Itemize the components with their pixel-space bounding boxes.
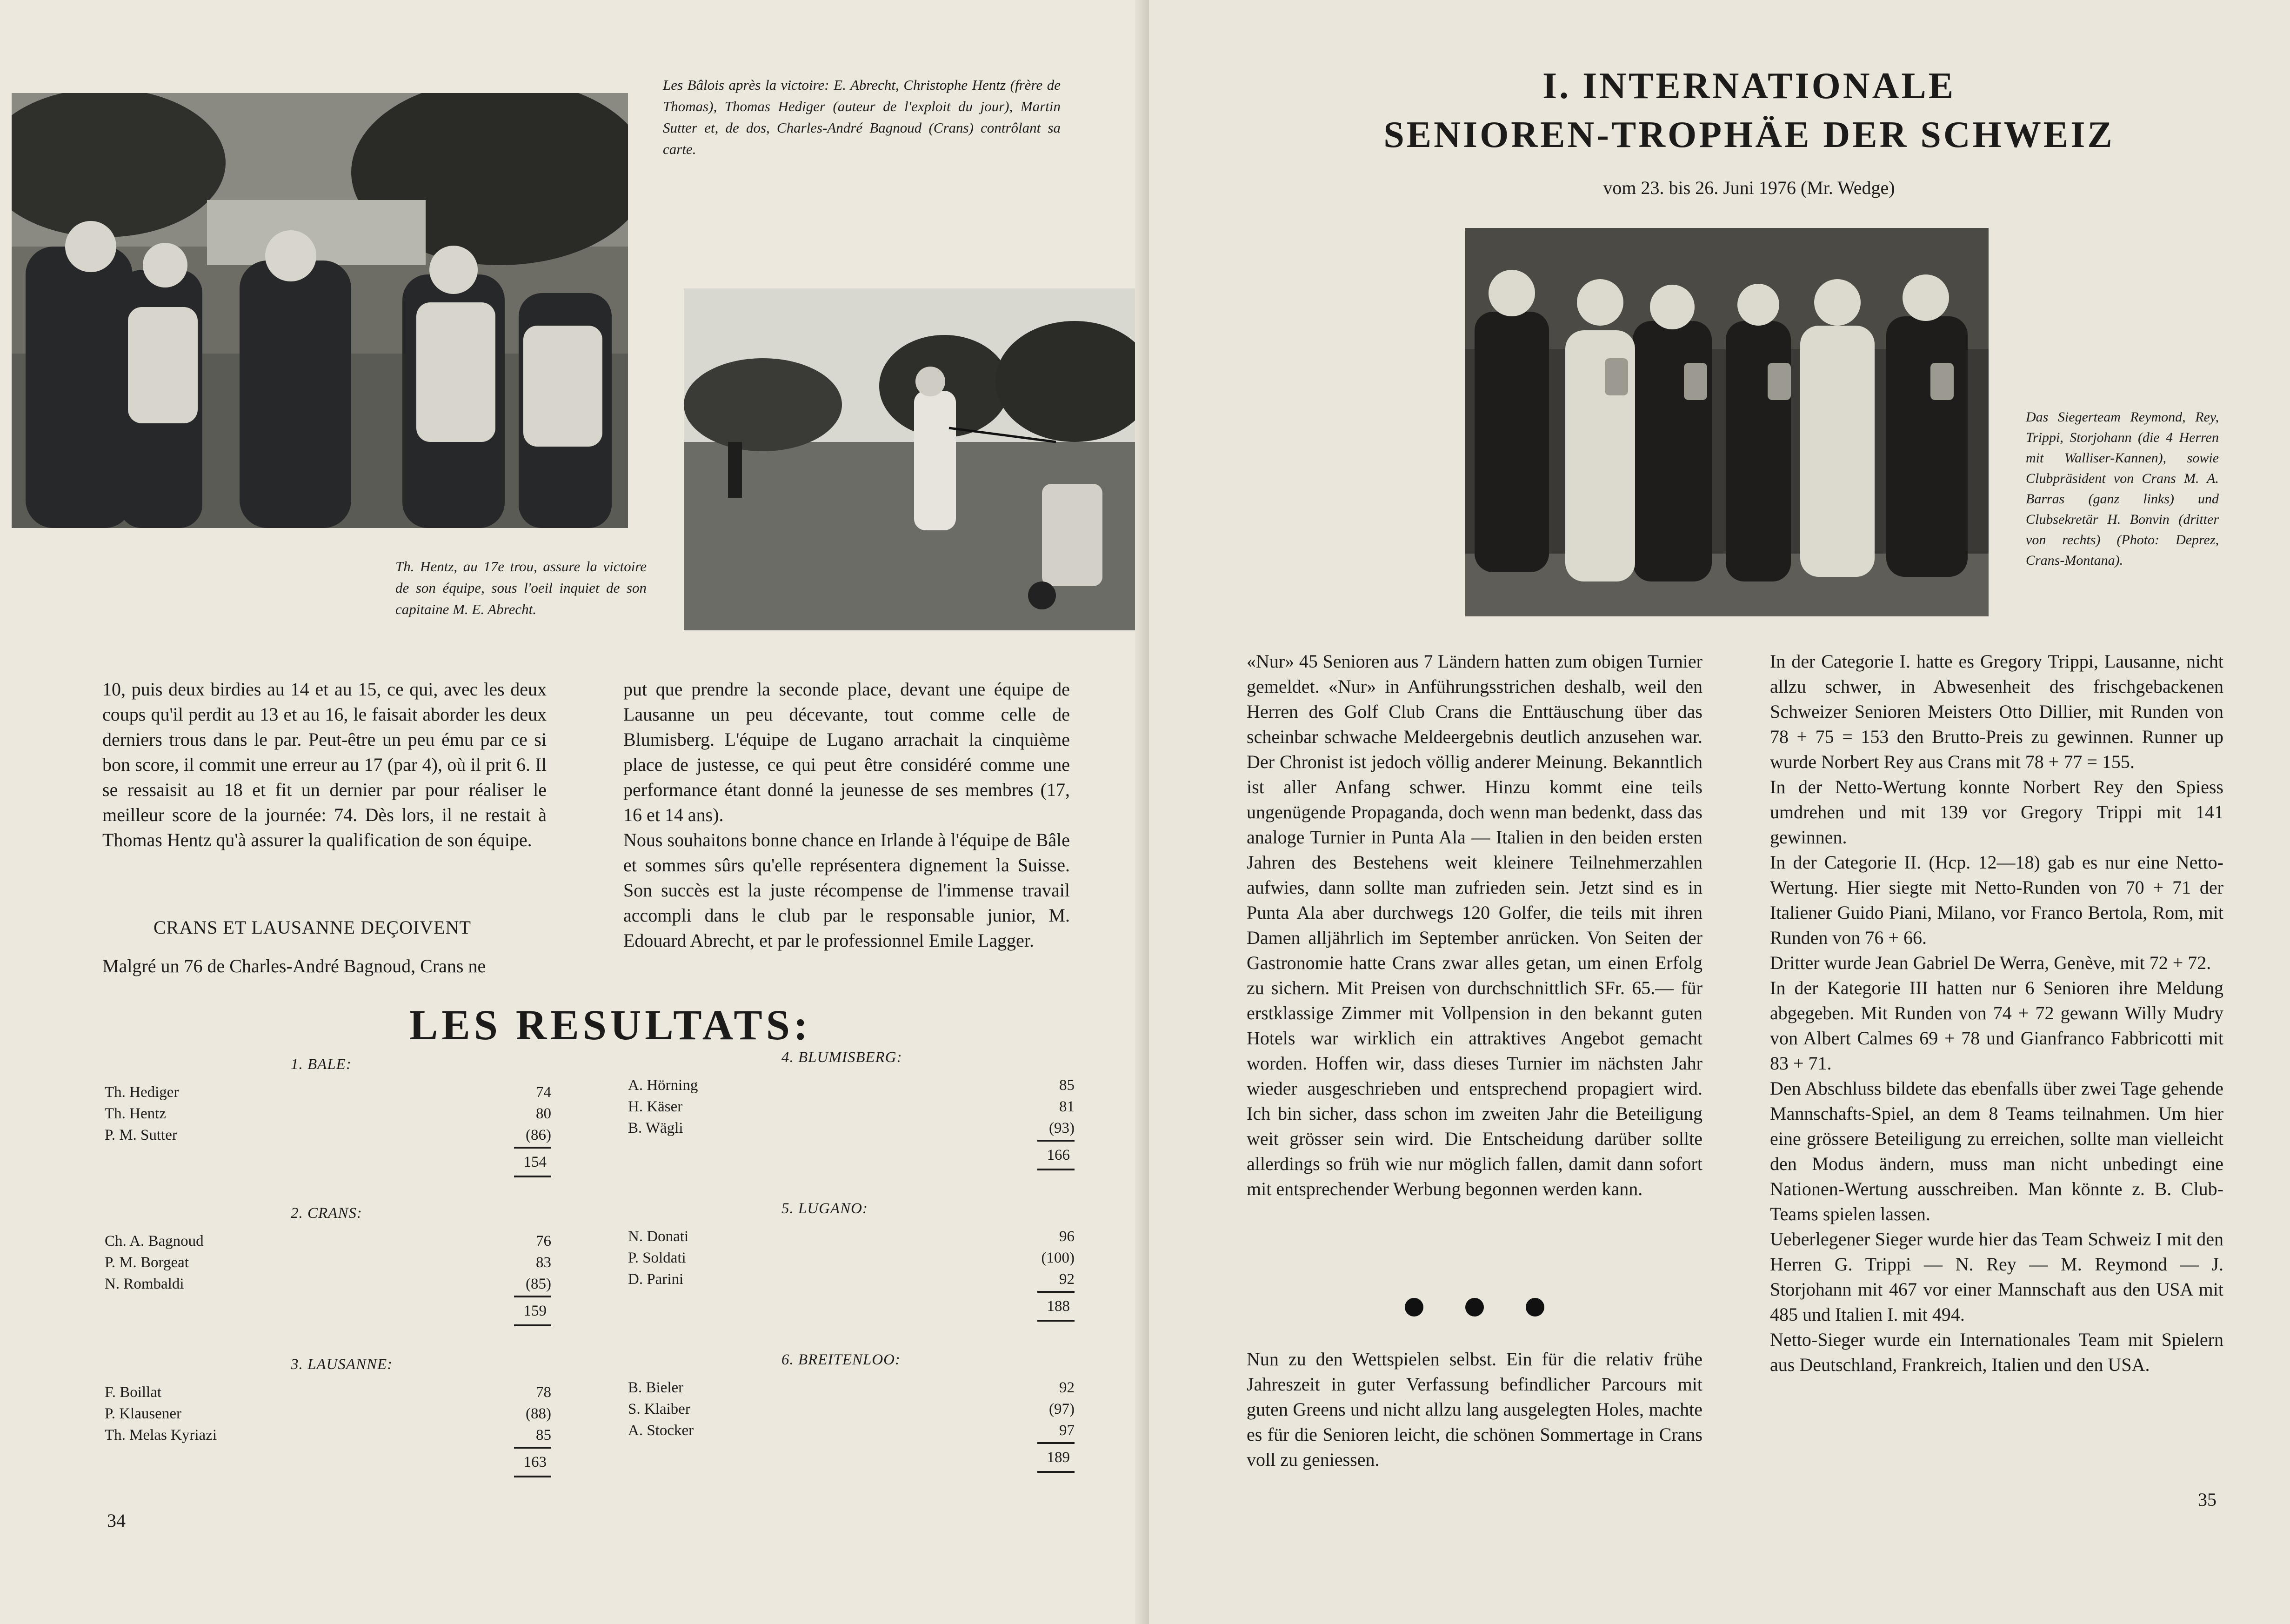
player-row [628,1247,1075,1269]
title-line-1: I. INTERNATIONALE [1542,66,1956,107]
player-score: 76 [536,1233,551,1250]
player-row [628,1398,1075,1420]
separator-dot [1526,1298,1544,1317]
article-subtitle: vom 23. bis 26. Juni 1976 (Mr. Wedge) [1603,177,1895,198]
player-name: D. Parini [628,1271,684,1288]
caption-golfer-17th: Th. Hentz, au 17e trou, assure la victoire de son équipe, sous l'oeil inquiet de son capitaine M. E. Abrecht. [395,558,647,617]
team-total: 189 [1047,1449,1070,1466]
german-col2 [1770,649,2223,1377]
team-name: 5. LUGANO: [781,1200,868,1217]
player-name: B. Wägli [628,1120,683,1136]
team-total-row [105,1300,551,1322]
player-row [105,1082,551,1103]
player-score: 80 [536,1105,551,1122]
player-name: A. Hörning [628,1077,698,1094]
total-underline [1037,1169,1075,1170]
player-row [628,1075,1075,1096]
player-score: (86) [526,1127,551,1143]
photo-winning-team [1465,228,1989,616]
player-score: 85 [1059,1077,1075,1094]
article-col2 [623,677,1070,953]
article-title-block [1256,0,2242,214]
article-col1-para: 10, puis deux birdies au 14 et au 15, ce qui, avec les deux coups qu'il perdit au 13 et au 16, le faisait aborder les deux derniers trous dans le par. Peut-être un peu ému par ce si bon score, il commit une erreur au 17 (par 4), où il prit 6. Il se ressaisit au 18 et fit un dernier par pour réaliser le meilleur score de la journée: 74. Dès lors, il ne restait à Thomas Hentz qu'à assurer la qualification de son équipe. [102,679,547,850]
section-separator-dots [1395,1293,1572,1321]
team-total: 166 [1047,1147,1070,1163]
total-rule [1037,1442,1075,1444]
total-rule [514,1296,551,1297]
player-row [105,1124,551,1146]
player-score: 78 [536,1384,551,1401]
team-result-breitenloo [628,1349,1075,1465]
photo-golfer-17th [684,288,1154,630]
german-col2-para: In der Kategorie III hatten nur 6 Senioren ihre Meldung abgegeben. Mit Runden von 74 + 72 gewann Willy Mudry von Albert Calmes 69 + 78 und Gianfranco Fabbricotti mit 83 + 71. [1770,977,2223,1074]
german-col1-part2 [1247,1347,1702,1472]
total-underline [1037,1471,1075,1473]
player-row [105,1230,551,1252]
total-rule [1037,1140,1075,1142]
results-title: LES RESULTATS: [409,1001,812,1049]
total-underline [514,1176,551,1177]
player-score: 97 [1059,1422,1075,1439]
player-row [628,1096,1075,1117]
player-name: F. Boillat [105,1384,162,1401]
team-result-blumisberg [628,1047,1075,1163]
team-result-lugano [628,1198,1075,1314]
team-result-bale [105,1054,551,1170]
article-col1-last-line: Malgré un 76 de Charles-André Bagnoud, Crans ne [102,956,486,976]
german-col2-para: Ueberlegener Sieger wurde hier das Team Schweiz I mit den Herren G. Trippi — N. Rey — M. Reymond — J. Storjohann mit 467 vor einer Mannschaft aus den USA mit 485 und Italien I. mit 494. [1770,1229,2223,1325]
player-row [105,1382,551,1403]
player-name: N. Rombaldi [105,1276,184,1292]
player-name: Th. Melas Kyriazi [105,1427,217,1444]
player-name: H. Käser [628,1098,683,1115]
player-name: N. Donati [628,1228,689,1245]
player-score: 96 [1059,1228,1075,1245]
player-name: P. M. Sutter [105,1127,177,1143]
team-total-row [628,1144,1075,1166]
player-name: B. Bieler [628,1379,684,1396]
total-underline [514,1476,551,1477]
player-score: 81 [1059,1098,1075,1115]
player-score: 92 [1059,1271,1075,1288]
team-total-row [105,1451,551,1473]
player-name: P. Klausener [105,1405,181,1422]
player-name: A. Stocker [628,1422,694,1439]
player-row [105,1103,551,1124]
article-col2-para1: put que prendre la seconde place, devant une équipe de Lausanne un peu décevante, tout comme celle de Blumisberg. L'équipe de Lugano arrachait la cinquième place de justesse, ce qui peut être considéré comme une performance étant donné la jeunesse de ses membres (17, 16 et 14 ans). [623,679,1070,825]
player-score: 92 [1059,1379,1075,1396]
player-name: S. Klaiber [628,1401,690,1417]
team-total: 159 [523,1303,547,1319]
total-rule [1037,1291,1075,1293]
german-col2-para: Dritter wurde Jean Gabriel De Werra, Genève, mit 72 + 72. [1770,952,2211,973]
player-score: (97) [1049,1401,1075,1417]
team-name: 2. CRANS: [291,1205,362,1222]
player-score: 83 [536,1254,551,1271]
separator-dot [1465,1298,1484,1317]
player-row [628,1269,1075,1290]
german-col2-para: Den Abschluss bildete das ebenfalls über zwei Tage gehende Mannschafts-Spiel, an dem 8 Teams teilnahmen. Um hier eine grössere Beteiligung zu erreichen, sollte man vielleicht den Modus ändern, muss man nicht unbedingt eine Nationen-Wertung ausschreiben. Man könnte z. B. Club-Teams spielen lassen. [1770,1078,2223,1224]
team-name: 4. BLUMISBERG: [781,1049,902,1066]
player-row [628,1226,1075,1247]
photo-team-basel [12,93,628,528]
german-col2-para: In der Categorie II. (Hcp. 12—18) gab es nur eine Netto-Wertung. Hier siegte mit Netto-Runden von 70 + 71 der Italiener Guido Piani, Milano, vor Franco Bertola, Rom, mit Runden von 76 + 66. [1770,852,2223,948]
team-name: 6. BREITENLOO: [781,1351,901,1368]
page-number-right: 35 [2198,1489,2217,1510]
total-rule [514,1147,551,1149]
total-rule [514,1447,551,1449]
team-result-crans [105,1203,551,1319]
team-total: 154 [523,1154,547,1170]
team-name: 1. BALE: [291,1056,352,1073]
team-total-row [628,1447,1075,1468]
german-col1-para2: Nun zu den Wettspielen selbst. Ein für die relativ frühe Jahreszeit in guter Verfassung befindlicher Parcours mit guten Greens und nicht allzu lang ausgelegten Holes, machte es für die Senioren leicht, die schönen Sommertage in Crans voll zu geniessen. [1247,1349,1702,1470]
player-row [105,1403,551,1424]
player-name: Th. Hediger [105,1084,179,1101]
total-underline [514,1324,551,1326]
team-total: 163 [523,1454,547,1470]
article-col1 [102,677,547,853]
total-underline [1037,1320,1075,1322]
team-total-row [628,1296,1075,1317]
player-score: (85) [526,1276,551,1292]
player-name: Th. Hentz [105,1105,166,1122]
subheading-crans-lausanne: CRANS ET LAUSANNE DEÇOIVENT [154,917,471,938]
team-name: 3. LAUSANNE: [291,1356,393,1373]
german-col2-para: Netto-Sieger wurde ein Internationales Team mit Spielern aus Deutschland, Frankreich, Italien und den USA. [1770,1329,2223,1375]
player-score: (93) [1049,1120,1075,1136]
team-total-row [105,1151,551,1173]
player-row [628,1377,1075,1398]
player-row [105,1424,551,1446]
player-score: 74 [536,1084,551,1101]
player-score: 85 [536,1427,551,1444]
german-col2-para: In der Categorie I. hatte es Gregory Trippi, Lausanne, nicht allzu schwer, in Abwesenheit des frischgebackenen Schweizer Senioren Meisters Otto Dillier, mit Runden von 78 + 75 = 153 den Brutto-Preis zu gewinnen. Runner up wurde Norbert Rey aus Crans mit 78 + 77 = 155. [1770,651,2223,772]
article-col1-last [102,954,547,979]
player-score: (100) [1041,1250,1075,1266]
caption-team-basel: Les Bâlois après la victoire: E. Abrecht, Christophe Hentz (frère de Thomas), Thomas Hediger (auteur de l'exploit du jour), Martin Sutter et, de dos, Charles-André Bagnoud (Crans) contrôlant sa carte. [663,77,1061,157]
caption-winning-team: Das Siegerteam Reymond, Rey, Trippi, Storjohann (die 4 Herren mit Walliser-Kannen), sowie Clubpräsident von Crans M. A. Barras (ganz links) und Clubsekretär H. Bonvin (dritter von rechts) (Photo: Deprez, Crans-Montana). [2026,409,2219,568]
title-line-2: SENIOREN-TROPHÄE DER SCHWEIZ [1383,114,2115,155]
player-row [105,1252,551,1273]
player-row [105,1273,551,1295]
german-col1 [1247,649,1702,1202]
player-row [628,1420,1075,1441]
separator-dot [1405,1298,1423,1317]
player-name: P. M. Borgeat [105,1254,189,1271]
player-name: P. Soldati [628,1250,686,1266]
article-col2-para2: Nous souhaitons bonne chance en Irlande à l'équipe de Bâle et sommes sûrs qu'elle représentera dignement la Suisse. Son succès est la juste récompense de l'immense travail accompli dans le club par le responsable junior, M. Edouard Abrecht, et par le professionnel Emile Lagger. [623,829,1070,951]
german-col1-para1: «Nur» 45 Senioren aus 7 Ländern hatten zum obigen Turnier gemeldet. «Nur» in Anführungsstrichen deshalb, weil den Herren des Golf Club Crans die Enttäuschung über das scheinbar schwache Meldeergebnis deutlich anzusehen war. Der Chronist ist jedoch völlig anderer Meinung. Bekanntlich ist aller Anfang schwer. Hinzu kommt eine teils ungenügende Propaganda, doch wenn man bedenkt, dass das analoge Turnier in Punta Ala — Italien in den beiden ersten Jahren des Bestehens weit kleinere Teilnehmerzahlen aufwies, dann sollte man zufrieden sein. Jetzt sind es in Punta Ala aber durchwegs 120 Golfer, die teils mit ihren Damen alljährlich im September anrücken. Von Seiten der Gastronomie hatte Crans zwar alles getan, um einen Erfolg zu sichern. Mit Preisen von durchschnittlich SFr. 65.— für erstklassige Zimmer mit Vollpension in den bekannt guten Hotels war wirklich ein attraktives Angebot gemacht worden. Hoffen wir, dass dieses Turnier im nächsten Jahr wieder ausgeschrieben und entsprechend propagiert wird. Ich bin sicher, dass schon im zweiten Jahr die Beteiligung weit grösser sein wird. Die Entscheidung darüber sollte allerdings so früh wie nur möglich fallen, damit dann sofort mit entsprechender Werbung begonnen werden kann. [1247,651,1702,1199]
german-col2-para: In der Netto-Wertung konnte Norbert Rey den Spiess umdrehen und mit 139 vor Gregory Trippi mit 141 gewinnen. [1770,776,2223,848]
player-row [628,1117,1075,1139]
player-name: Ch. A. Bagnoud [105,1233,204,1250]
page-number-left: 34 [107,1510,126,1531]
team-total: 188 [1047,1298,1070,1315]
player-score: (88) [526,1405,551,1422]
team-result-lausanne [105,1354,551,1470]
